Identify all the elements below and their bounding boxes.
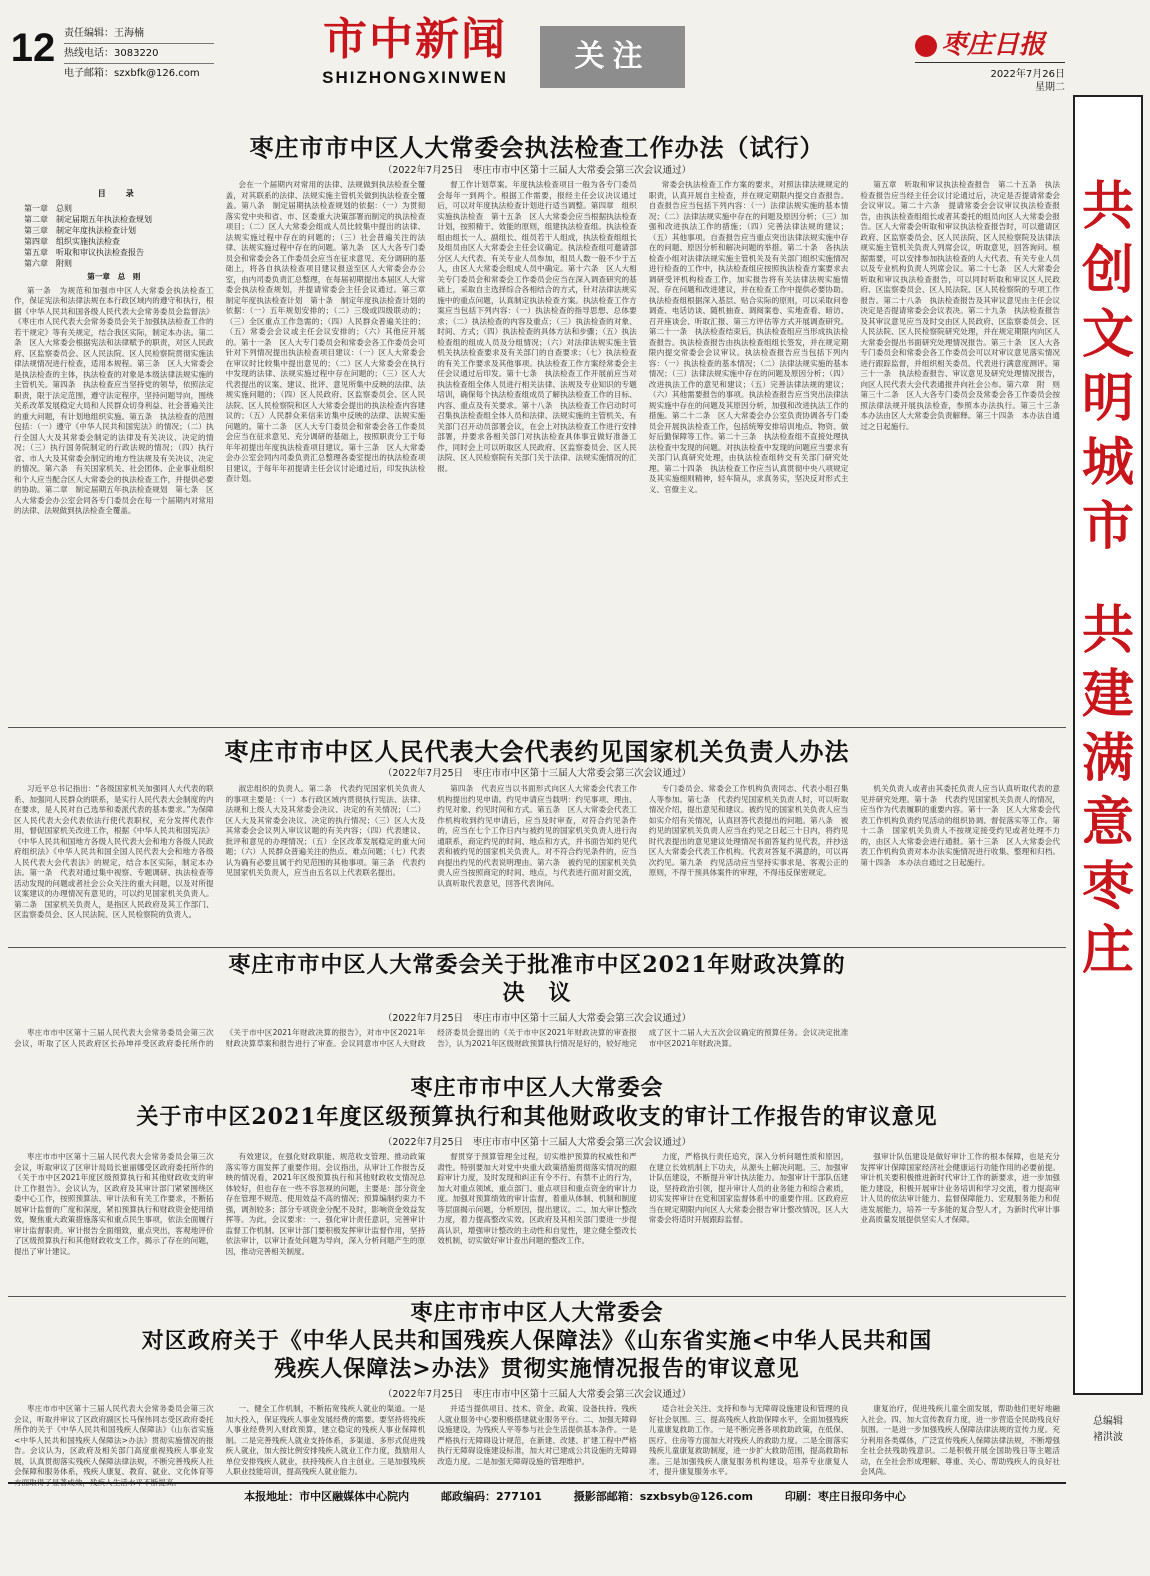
article1-col5: [854, 180, 1066, 725]
issue-weekday: 星期二: [1035, 82, 1065, 93]
slogan-char: 明: [1081, 369, 1134, 429]
article-paragraph: 常委会执法检查工作方案的要求，对照法律法规规定的职责，认真开展自主检查，并在规定期限内提交自查报告。自查报告应当包括下列内容：（一）法律法规实施的基本情况；（二）法律法规实施中存在的问题及原因分析；（三）加强和改进执法工作的措施；（四）完善法律法规的建议；（五）其他事项。自查报告应当重点突出法律法规实施中存在的问题、原因分析和解决问题的举措。第二十条 各执法检查小组对法律法规实施主管机关及有关部门组织实施情况进行检查的工作中，执法检查组应按照执法检查方案要求去调研受评机构检查工作，加实报告将有关法律法规实施情况、存在问题和改进建议，并在检查工作中提供必要协助。执法检查组根据深入基层、贴合实际的原则，可以采取问卷调查、电话访谈、随机抽查、调阅案卷、实地查看、暗访、召开座谈会、听取汇报、第三方评估等方式开展调查研究。第二十一条 执法检查结束后，执法检查组应当形成执法检查报告。执法检查报告由执法检查组组长签发，并在规定期限内提交常委会会议审议。执法检查报告应当包括下列内容：（一）执法检查的基本情况；（二）法律法规实施的基本情况；（三）法律法规实施中存在的问题及原因分析；（四）改进执法工作的意见和建议；（五）完善法律法规的建议；（六）其他需要报告的事项。执法检查报告应当突出法律法规实施中存在的问题及其原因分析，加强和改进执法工作的措施。第二十二条 区人大常委会办公室负责协调各专门委员会开展执法检查工作，包括统筹安排培训地点、物资、做好后勤保障等工作。第二十三条 执法检查组不直接处理执法检查中发现的问题。对执法检查中发现的问题应当要求有关部门认真研究处理，由执法检查组转交有关部门研究处理。第二十四条 执法检查工作应当认真贯彻中央八项规定及其实施细则精神，轻车简从，求真务实，坚决反对形式主义、官僚主义。: [648, 180, 849, 494]
slogan-char: 文: [1081, 305, 1134, 365]
table-of-contents: [14, 188, 214, 269]
section-label: 关注: [540, 26, 685, 88]
article-paragraph: 专门委员会、常委会工作机构负责同志、代表小组召集人等参加。第七条 代表约见国家机关负责人时，可以听取情况介绍，提出意见和建议。被约见的国家机关负责人应当如实介绍有关情况，认真回答代表提出的问题。第八条 被约见的国家机关负责人应当在约见之日起三十日内，将约见时代表提出的意见建议处理情况书面答复约见代表，并抄送区人大常委会代表工作机构。代表对答复不满意的，可以再次约见。第九条 约见活动应当坚持实事求是、客观公正的原则，不得干预具体案件的审理，不得违反保密规定。: [648, 784, 849, 877]
page-number: 12: [10, 26, 56, 70]
slogan-char: 共: [1081, 601, 1134, 661]
article-paragraph: 习近平总书记指出：“各级国家机关加强同人大代表的联系、加强同人民群众的联系，是实行人民代表大会制度的内在要求，是人民对自己选举和委派代表的基本要求。”为保障区人民代表大会代表依法行使代表职权，充分发挥代表作用，督促国家机关改进工作，根据《中华人民共和国宪法》《中华人民共和国地方各级人民代表大会和地方各级人民政府组织法》《中华人民共和国全国人民代表大会和地方各级人民代表大会代表法》的规定，结合本区实际，制定本办法。第一条 代表对通过集中视察、专题调研、执法检查等活动发现的问题或者社会公众关注的重大问题，以及对所提议案建议的办理情况有意见的，可以约见国家机关负责人。第二条 国家机关负责人，是指区人民政府及其工作部门、区监察委员会、区人民法院、区人民检察院的负责人。: [14, 784, 214, 919]
article1-body: [8, 180, 1066, 725]
article2-col5: [854, 784, 1066, 944]
article-paragraph: 枣庄市市中区第十三届人民代表大会常务委员会第三次会议，听取审议了区审计局局长崔丽娜受区政府委托所作的《关于市中区2021年度区级预算执行和其他财政收支的审计工作报告》。会议认为，区政府及其审计部门紧紧围绕区委中心工作，按照预算法、审计法和有关工作要求，不断拓展审计监督的广度和深度，紧扣预算执行和财政资金使用绩效，聚焦重大政策措施落实和重点民生事项，依法全面履行审计监督职责。审计报告全面细致，重点突出，客观地评价了区级预算执行和其他财政收支工作，揭示了存在的问题，提出了审计建议。: [14, 1152, 214, 1256]
slogan-char: 共: [1081, 177, 1134, 237]
article5-title-line2: 对区政府关于《中华人民共和国残疾人保障法》《山东省实施<中华人民共和国: [141, 1328, 933, 1354]
article4-title-line2: 关于市中区2021年度区级预算执行和其他财政收支的审计工作报告的审议意见: [136, 1104, 938, 1130]
article-paragraph: 有效建议，在强化财政职能、规范收支管理、推动政策落实等方面发挥了重要作用。会议指出，从审计工作报告反映的情况看，2021年区级预算执行和其他财政收支情况总体较好，但也存在一些不容忽视的问题，主要是：部分资金存在管理不规范、使用效益不高的情况；预算编制约束力不强，调剂较多；部分专项资金分配不及时，影响资金效益发挥等。为此，会议要求：一、强化审计责任意识，完善审计监督工作机制。区审计部门要积极发挥审计监督作用，坚持依法审计，以审计查处问题为导向，深入分析问题产生的原因，推动完善相关制度。: [225, 1152, 426, 1256]
article-paragraph: 淑忠组织的负责人。第二条 代表约见国家机关负责人的事项主要是：（一）本行政区域内贯彻执行宪法、法律、法规和上级人大及其常委会决议、决定的有关情况；（二）区人大及其常委会决议、决定的执行情况；（三）区人大及其常委会会议列入审议议题的有关内容；（四）代表建议、批评和意见的办理情况；（五）全区改革发展稳定的重大问题；（六）人民群众普遍关注的热点、难点问题；（七）代表认为确有必要且属于约见范围的其他事项。第三条 代表约见国家机关负责人，应当由五名以上代表联名提出。: [225, 784, 426, 877]
article4-col5: [854, 1152, 1066, 1292]
toc-item: 第一章 总则: [24, 204, 72, 213]
article1-title: 枣庄市市中区人大常委会执法检查工作办法（试行）: [249, 133, 825, 162]
article-paragraph: 督工作计划草案。年度执法检查项目一般为各专门委员会每年一到两个。根据工作需要，报经主任会议决议通过后，可以对年度执法检查计划进行适当调整。第四章 组织实施执法检查 第十五条 区人大常委会应当根据执法检查计划，按照精干、效能的原则，组建执法检查组。执法检查组由组长一人、副组长、组员若干人组成，执法检查组组长及组员由区人大常委会主任会议确定。执法检查组可邀请部分区人大代表、有关专业人员参加，组员人数一般不少于五人，由区人大常委会组成人员中确定。第十六条 区人大相关专门委员会和常委会工作委员会应当在深入调查研究的基础上，采取自主选择综合各相结合的方式，针对法律法规实施中的重点问题，认真制定执法检查方案。执法检查工作方案应当包括下列内容：（一）执法检查的指导思想、总体要求；（二）执法检查的内容及重点；（三）执法检查的对象、时间、方式；（四）执法检查的具体方法和步骤；（五）执法检查组的组成人员及分组情况；（六）对法律法规实施主管机关执法检查要求及有关部门的自查要求；（七）执法检查的有关工作要求及其他事项。执法检查工作方案经常委会主任会议通过后印发。第十七条 执法检查工作开展前应当对执法检查组全体人员进行相关法律、法规及专业知识的专题培训，确保每个执法检查组成员了解执法检查工作的目标、内容、重点及有关要求。第十八条 执法检查工作启动时可召集执法检查组全体人员和法律、法规实施的主管机关、有关部门召开动员部署会议，在会上对执法检查工作进行安排部署，并要求各相关部门对执法检查具体事宜做好准备工作，同时会上可以听取区人民政府、区监察委员会、区人民法院、区人民检察院有关部门关于法律、法规实施情况的汇报。: [437, 180, 637, 473]
slogan-char: 创: [1081, 241, 1134, 301]
article2-col2: [220, 784, 432, 944]
email-line: 电子邮箱：szxbfk@126.com: [64, 68, 200, 79]
article-paragraph: 适合社会关注、支持和参与无障碍设施建设和管理的良好社会氛围。三、提高残疾人救助保障水平，全面加强残疾儿童康复救助工作。一是不断完善各项救助政策，在低保、医疗、住房等方面加大对残疾人的救助力度。二是全面落实残疾儿童康复救助制度，进一步扩大救助范围，提高救助标准。三是加强残疾人康复服务机构建设，培养专业康复人才，提升康复服务水平。: [648, 1404, 849, 1476]
article1-col3: [431, 180, 643, 725]
article1-col4: [643, 180, 855, 725]
article4-col4: [643, 1152, 855, 1292]
article5-title: 枣庄市市中区人大常委会: [410, 1300, 664, 1326]
issue-date: 2022年7月26日: [915, 62, 1065, 80]
article-paragraph: 枣庄市市中区第十三届人民代表大会常务委员会第三次会议，听取了区人民政府区长孙坤祥受区政府委托所作的《关于市中区2021年财政决算的报告》，对市中区2021年财政决算草案和报告进行了审查。会议同意市中区人大财政经济委员会提出的《关于市中区2021年财政决算的审查报告》，认为2021年区级财政预算执行情况是好的，较好地完成了区十二届人大五次会议确定的预算任务。会议决定批准市中区2021年财政决算。: [14, 1028, 849, 1048]
article4-col1: [8, 1152, 220, 1292]
footer-photo-email: 摄影部邮箱：szxbsyb@126.com: [573, 1490, 753, 1503]
article-paragraph: 第一条 为规范和加强市中区人大常委会执法检查工作，保证宪法和法律法规在本行政区域内的遵守和执行，根据《中华人民共和国各级人民代表大会常务委员会监督法》《枣庄市人民代表大会常务委员会关于加强执法检查工作的若干规定》等有关规定，结合我区实际，制定本办法。第二条 区人大常委会根据宪法和法律赋予的职责，对区人民政府、区监察委员会、区人民法院、区人民检察院贯彻实施法律法规情况进行检查，适用本规程。第三条 区人大常委会是执法检查的主体，执法检查的对象是本级法律法规实施的主管机关。第四条 执法检查应当坚持党的领导，依照法定职责，限于法定范围，遵守法定程序，坚持问题导向，围绕关系改革发展稳定大局和人民群众切身利益、社会普遍关注的重大问题，有计划地组织实施。第五条 执法检查的范围包括：（一）遵守《中华人民共和国宪法》的情况；（二）执行全国人大及其常委会制定的法律及有关决议、决定的情况；（三）执行国务院制定的行政法规的情况；（四）执行省、市人大及其常委会制定的地方性法规及有关决议、决定的情况。第六条 有关国家机关、社会团体、企业事业组织和个人应当配合区人大常委会的执法检查工作，并提供必要的协助。第二章 制定届期五年执法检查规划 第七条 区人大常委会办公室会同各专门委员会在每一个届期内对常用的法律、法规做到执法检查全覆盖。: [14, 285, 214, 515]
editor-line: 责任编辑：王海楠: [64, 24, 214, 44]
article-paragraph: 一、健全工作机制，不断拓宽残疾人就业的渠道。一是加大投入，保证残疾人事业发展经费的需要。要坚持将残疾人事业经费列入财政预算，建立稳定的残疾人事业保障机制。二是完善残疾人就业支持体系，多渠道、多形式促进残疾人就业，加大按比例安排残疾人就业工作力度，鼓励用人单位安排残疾人就业，扶持残疾人自主创业。三是加强残疾人职业技能培训，提高残疾人就业能力。: [225, 1404, 426, 1476]
article4-title: 枣庄市市中区人大常委会: [410, 1075, 664, 1101]
article-paragraph: 康复治疗，促进残疾儿童全面发展，帮助他们更好地融入社会。四、加大宣传教育力度，进一步营造全民助残良好氛围。一是进一步加强残疾人保障法律法规的宣传力度。充分利用各类媒体，广泛宣传残疾人保障法律法规，不断增强全社会扶残助残意识。二是积极开展全国助残日等主题活动，在全社会形成理解、尊重、关心、帮助残疾人的良好社会风尚。: [860, 1404, 1060, 1476]
toc-item: 第五章 听取和审议执法检查报告: [24, 248, 144, 257]
article4-body: [8, 1152, 1066, 1292]
divider: [8, 947, 1066, 948]
slogan-panel: [1073, 95, 1143, 1395]
footer-divider: [8, 1482, 1066, 1484]
slogan-text: [1075, 175, 1141, 983]
article4-col2: [220, 1152, 432, 1292]
article-paragraph: 第五章 听取和审议执法检查报告 第二十五条 执法检查报告应当经主任会议讨论通过后，决定是否提请常委会会议审议。第二十六条 提请常委会会议审议执法检查报告，由执法检查组组长或者其委托的组员向区人大常委会报告。区人大常委会听取和审议执法检查报告时，可以邀请区政府、区监察委员会、区人民法院、区人民检察院及法律法规实施主管机关负责人列席会议，听取意见，回答询问。根据需要，可以安排参加执法检查的人大代表、有关专业人员以及专业机构负责人列席会议。第二十七条 区人大常委会听取和审议执法检查报告，可以同时听取和审议区人民政府、区监察委员会、区人民法院、区人民检察院的专项工作报告。第二十八条 执法检查报告及其审议意见由主任会议决定是否提请常委会会议表决。第二十九条 执法检查报告及其审议意见应当及时交由区人民政府、区监察委员会、区人民法院、区人民检察院研究处理，并在规定期限内向区人大常委会提出书面研究处理情况报告。第三十条 区人大各专门委员会和常委会各工作委员会可以对审议意见落实情况进行跟踪监督，并组织相关委员、代表进行满意度测评。第三十一条 执法检查报告、审议意见及研究处理情况报告，向区人民代表大会代表通报并向社会公布。第六章 附 则 第三十二条 区人大各专门委员会及常委会各工作委员会按照法律法规开展执法检查，参照本办法执行。第三十三条 本办法由区人大常委会负责解释。第三十四条 本办法自通过之日起施行。: [860, 180, 1068, 431]
toc-item: 第四章 组织实施执法检查: [24, 237, 120, 246]
article-paragraph: 并适当提供项目、技术、资金、政策、设备扶持。残疾人就业服务中心要积极搭建就业服务平台。二、加强无障碍设施建设，为残疾人平等参与社会生活提供基本条件。一是严格执行无障碍设计规范，在新建、改建、扩建工程中严格执行无障碍设施建设标准，加大对已建成公共设施的无障碍改造力度。二是加强无障碍设施的管理维护。: [437, 1404, 637, 1466]
brand-title: 市中新闻: [323, 14, 507, 65]
masthead-meta: [64, 24, 214, 83]
article4-col3: [431, 1152, 643, 1292]
article3-title: 枣庄市市中区人大常委会关于批准市中区2021年财政决算的: [228, 952, 846, 978]
toc-heading: 目 录: [97, 189, 140, 198]
hotline-line: 热线电话：3083220: [64, 44, 214, 64]
brand-pinyin: SHIZHONGXINWEN: [322, 68, 508, 87]
toc-item: 第六章 附则: [24, 259, 72, 268]
article3-title-line2: 决 议: [502, 980, 572, 1006]
article4-subtitle: （2022年7月25日 枣庄市市中区第十三届人大常委会第三次会议通过）: [382, 1137, 692, 1148]
article1-subtitle: （2022年7月25日 枣庄市市中区第十三届人大常委会第三次会议通过）: [382, 165, 692, 176]
article2-col3: [431, 784, 643, 944]
article5-subtitle: （2022年7月25日 枣庄市市中区第十三届人大常委会第三次会议通过）: [382, 1389, 692, 1400]
divider: [8, 727, 1066, 728]
slogan-char: 庄: [1081, 921, 1134, 981]
article-paragraph: 督贯穿于预算管理全过程，切实维护预算的权威性和严肃性。特别要加大对党中央重大政策措施贯彻落实情况的跟踪审计力度，及时发现和纠正有令不行、有禁不止的行为，加大对重点领域、重点部门、重点项目和重点资金的审计力度。加强对预算绩效的审计监督，着重从体制、机制和制度等层面揭示问题，分析原因，提出建议。二、加大审计整改力度，着力提高整改实效。区政府及其相关部门要进一步提高认识，增强审计整改的主动性和自觉性，建立健全整改长效机制，切实做好审计查出问题的整改工作。: [437, 1152, 637, 1245]
slogan-char: 意: [1081, 793, 1134, 853]
chapter-heading: 第一章 总 则: [87, 272, 141, 281]
article2-subtitle: （2022年7月25日 枣庄市市中区第十三届人大常委会第三次会议通过）: [382, 768, 692, 779]
slogan-char: 城: [1081, 433, 1134, 493]
article3-text: [8, 1028, 1066, 1074]
masthead: [0, 0, 1150, 100]
article-paragraph: 强审计队伍建设是做好审计工作的根本保障，也是充分发挥审计保障国家经济社会健康运行功能作用的必要前提。审计机关要积极推进新时代审计工作的新要求，进一步加强能力建设，积极开展审计业务培训和学习交流，着力提高审计人员的依法审计能力、监督保障能力、宏观服务能力和促进发展能力，培养一专多能的复合型人才，为新时代审计事业高质量发展提供坚实人才保障。: [860, 1152, 1060, 1224]
article2-col4: [643, 784, 855, 944]
divider: [8, 1296, 1066, 1297]
slogan-char: 枣: [1081, 857, 1134, 917]
article-paragraph: 机关负责人或者由其委托负责人应当认真听取代表的意见并研究处理。第十条 代表约见国家机关负责人的情况，应当作为代表履职的重要内容。第十一条 区人大常委会代表工作机构负责约见活动的组织协调、督促落实等工作。第十二条 国家机关负责人不按规定接受约见或者处理不力的，由区人大常委会进行通报。第十三条 区人大常委会代表工作机构负责对本办法实施情况进行收集、整理和归档。第十四条 本办法自通过之日起施行。: [860, 784, 1060, 867]
article-paragraph: 第四条 代表应当以书面形式向区人大常委会代表工作机构提出约见申请。约见申请应当载明：约见事项、理由、约见对象、约见时间和方式。第五条 区人大常委会代表工作机构收到约见申请后，应当及时审查，对符合约见条件的，应当在七个工作日内与被约见的国家机关负责人进行沟通联系，商定约见的时间、地点和方式，并书面告知约见代表和被约见的国家机关负责人。对不符合约见条件的，应当向提出约见的代表说明理由。第六条 被约见的国家机关负责人应当按照商定的时间、地点，与代表进行面对面交流，认真听取代表意见，回答代表询问。: [437, 784, 637, 888]
chief-editor-name: 褚洪波: [1093, 1432, 1123, 1443]
article-paragraph: 力度，严格执行责任追究，深入分析问题性质和原因，在建立长效机制上下功夫，从源头上解决问题。三、加强审计队伍建设，不断提升审计执法能力。加强审计干部队伍建设，坚持政治引领，提升审计人员的业务能力和综合素质，切实发挥审计在党和国家监督体系中的重要作用。区政府应当在规定期限内向区人大常委会报告审计整改情况，区人大常委会将适时开展跟踪监督。: [648, 1152, 849, 1224]
article3-body: [8, 1028, 1066, 1074]
slogan-char: 市: [1081, 497, 1134, 557]
slogan-char: 建: [1081, 665, 1134, 725]
slogan-char: 满: [1081, 729, 1134, 789]
article1-col1: [8, 180, 220, 725]
paper-logo: [915, 24, 1065, 61]
article-paragraph: 会在一个届期内对常用的法律、法规做到执法检查全覆盖，对其联系的法律、法规实施主管机关做到执法检查全覆盖。第八条 制定届期执法检查规划的依据：（一）为贯彻落实党中央和省、市、区委重大决策部署而制定的执法检查项目；（二）区人大常委会组成人员比较集中提出的法律、法规实施过程中存在的问题的；（三）社会普遍关注的法律、法规实施过程中存在的问题。第九条 区人大各专门委员会和常委会各工作委员会应当在征求意见、充分调研的基础上，将各自执法检查项目建议报送至区人大常委会办公室，由内司委负责汇总整理，在每届初期提出本届区人大常委会执法检查规划，并提请常委会主任会议通过。第三章 制定年度执法检查计划 第十条 制定年度执法检查计划的依据：（一）五年规划安排的；（二）三级或四级联动的；（三）全区重点工作急需的；（四）人民群众普遍关注的；（五）常委会会议或主任会议安排的；（六）其他应开展的。第十一条 区人大专门委员会和常委会各工作委员会可针对下列情况提出执法检查项目建议：（一）区人大常委会在审议时比较集中提出意见的；（二）区人大常委会在执行中发现的法律、法规实施过程中存在问题的；（三）区人大代表提出的议案、建议、批评、意见所集中反映的法律、法规实施问题的；（四）区人民政府、区监察委员会、区人民法院、区人民检察院和区人大常委会提出的执法检查内容建议的；（五）人民群众来信来访集中反映的法律、法规实施问题的。第十二条 区人大专门委员会和常委会各工作委员会应当在征求意见、充分调研的基础上，按照职责分工于每年年初提出年度执法检查项目建议。第十三条 区人大常委会办公室会同内司委负责汇总整理各委室提出的执法检查项目建议，于每年年初提请主任会议讨论通过后，印发执法检查计划。: [225, 180, 433, 483]
footer-postcode: 邮政编码：277101: [441, 1490, 542, 1503]
article2-body: [8, 784, 1066, 944]
toc-item: 第二章 制定届期五年执法检查规划: [24, 215, 152, 224]
article2-title: 枣庄市市中区人民代表大会代表约见国家机关负责人办法: [224, 737, 850, 766]
article1-col2: [220, 180, 432, 725]
chief-editor: [1073, 1414, 1143, 1446]
paper-name: 枣庄日报: [941, 30, 1046, 60]
article2-col1: [8, 784, 220, 944]
footer: [0, 1488, 1150, 1504]
article3-subtitle: （2022年7月25日 枣庄市市中区第十三届人大常委会第三次会议通过）: [382, 1013, 692, 1024]
toc-item: 第三章 制定年度执法检查计划: [24, 226, 136, 235]
chief-editor-label: 总编辑: [1093, 1416, 1123, 1427]
article5-title-line3: 残疾人保障法>办法》贯彻实施情况报告的审议意见: [274, 1356, 800, 1382]
paper-emblem-icon: [915, 35, 937, 57]
article-paragraph: 枣庄市市中区第十三届人民代表大会常务委员会第三次会议，听取并审议了区政府副区长马保伟同志受区政府委托所作的关于《中华人民共和国残疾人保障法》《山东省实施<中华人民共和国残疾人保障法>办法》贯彻实施情况的报告。会议认为，区政府及相关部门高度重视残疾人事业发展，认真贯彻落实残疾人保障法律法规，不断完善残疾人社会保障和服务体系，残疾人康复、教育、就业、文化体育等: [14, 1404, 214, 1476]
footer-address: 本报地址：市中区融媒体中心院内: [244, 1490, 410, 1503]
footer-printer: 印刷：枣庄日报印务中心: [784, 1490, 906, 1503]
